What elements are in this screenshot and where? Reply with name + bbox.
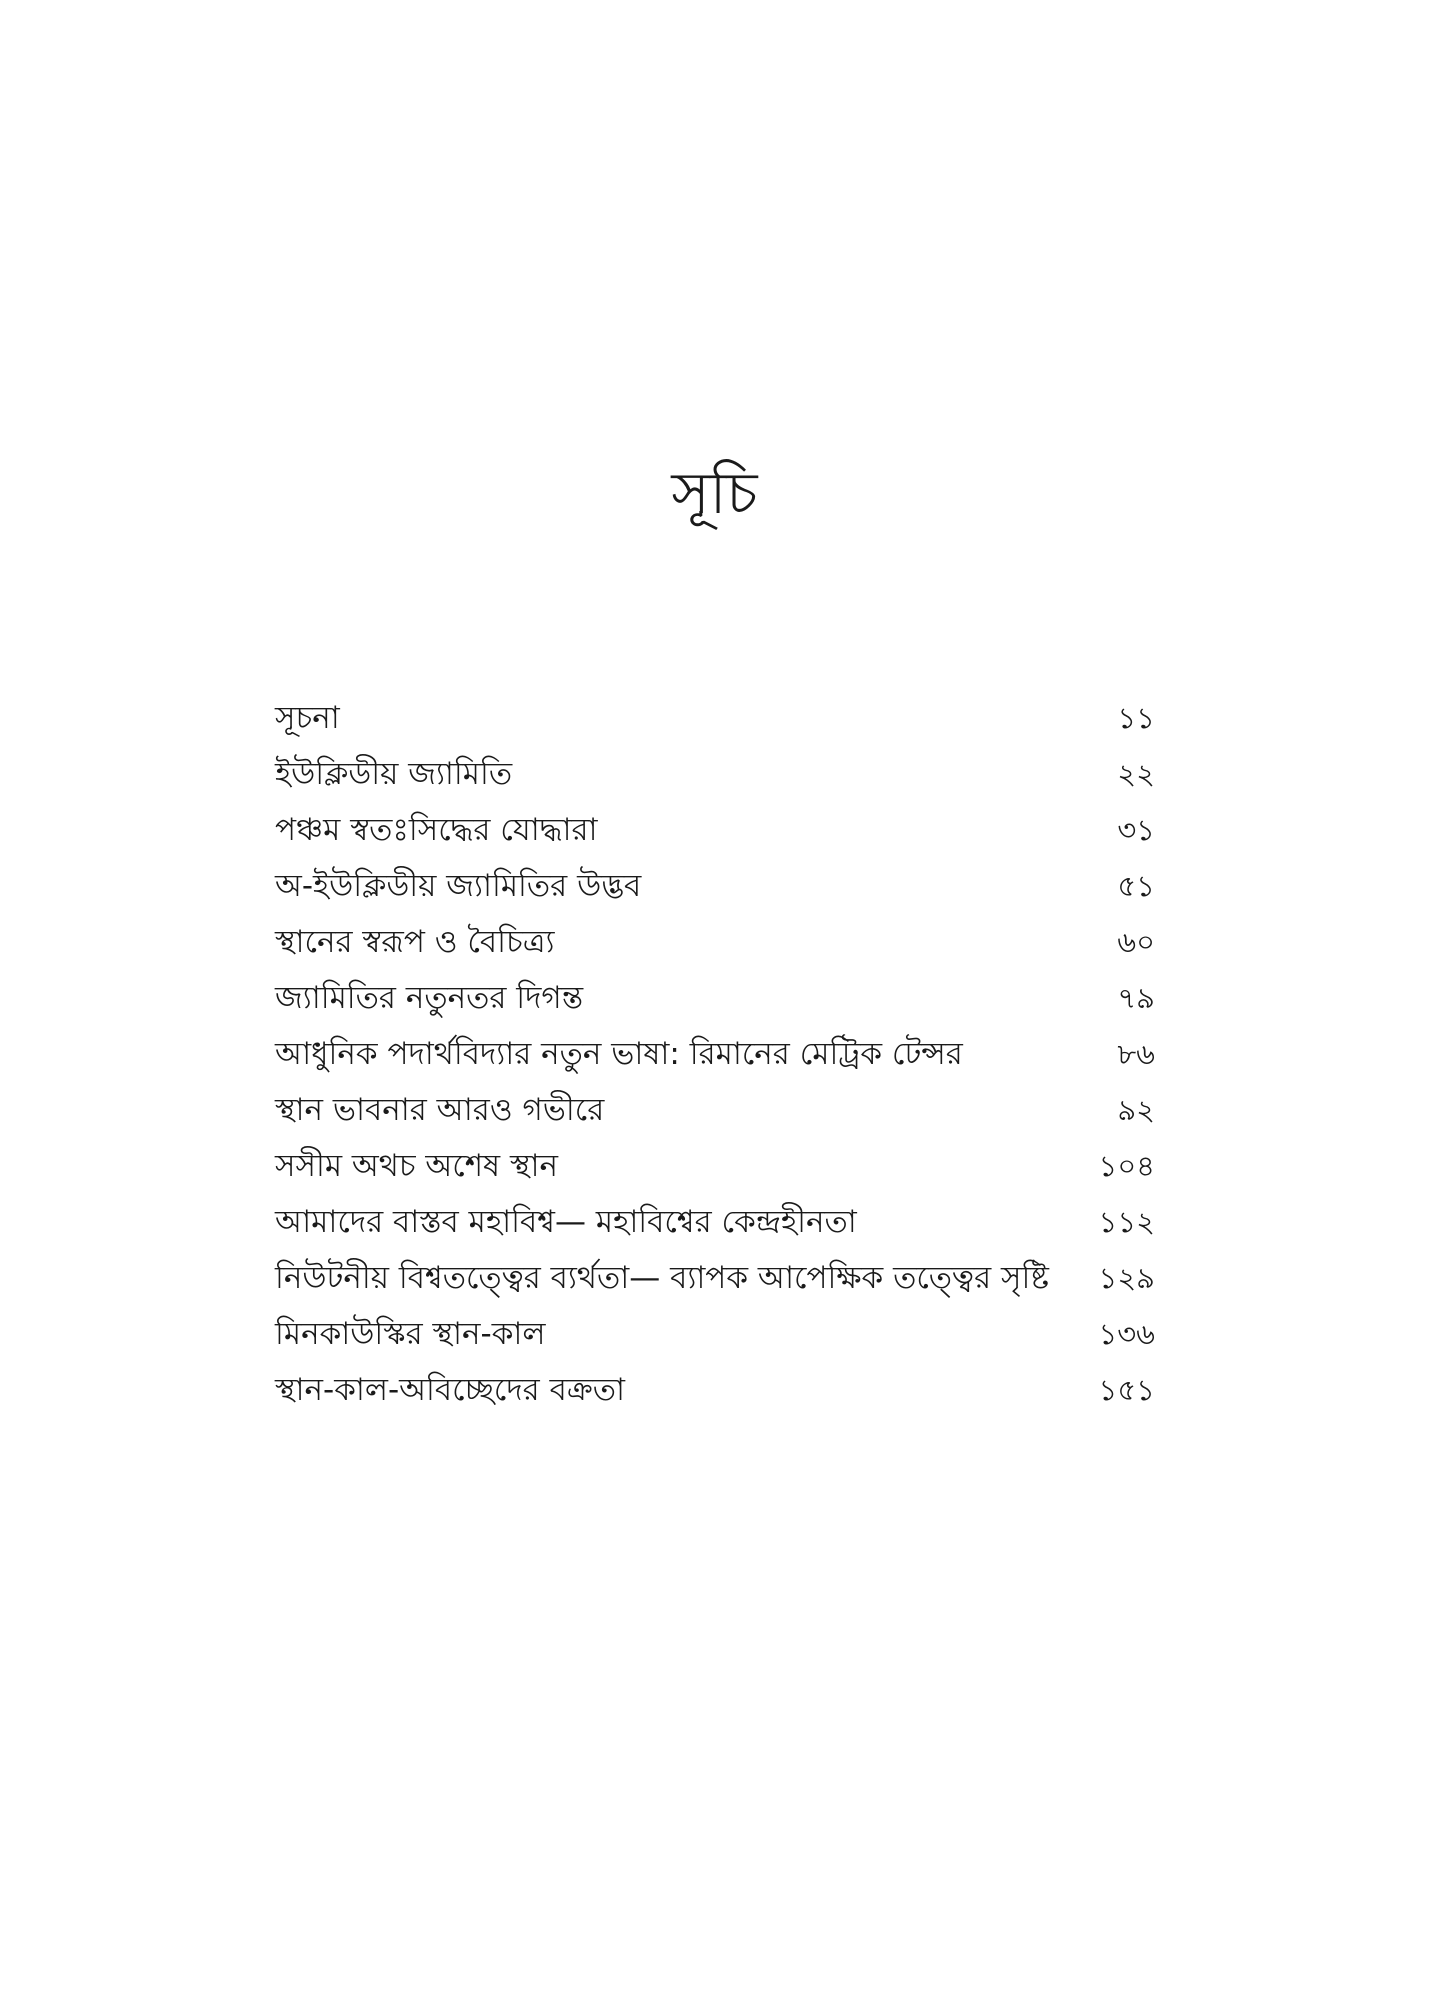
- toc-entry-title: জ্যামিতির নতুনতর দিগন্ত: [275, 980, 584, 1016]
- toc-entry-page: ১০৪: [1098, 1149, 1155, 1183]
- toc-entry-title: স্থান-কাল-অবিচ্ছেদের বক্রতা: [275, 1372, 626, 1408]
- toc-entry-title: মিনকাউস্কির স্থান-কাল: [275, 1316, 546, 1352]
- toc-entry-title: সসীম অথচ অশেষ স্থান: [275, 1148, 559, 1184]
- toc-entry: [275, 1082, 1155, 1138]
- toc-entry-title: আমাদের বাস্তব মহাবিশ্ব— মহাবিশ্বের কেন্দ্রহীনতা: [275, 1204, 857, 1240]
- toc-entry-title: আধুনিক পদার্থবিদ্যার নতুন ভাষা: রিমানের মেট্রিক টেন্সর: [275, 1036, 963, 1072]
- toc-entry: [275, 746, 1155, 802]
- toc-entry-title: স্থান ভাবনার আরও গভীরে: [275, 1092, 605, 1128]
- toc-entry-page: ১২৯: [1098, 1261, 1155, 1295]
- toc-entry-title: স্থানের স্বরূপ ও বৈচিত্র্য: [275, 924, 555, 960]
- toc-entry-page: ১১: [1117, 701, 1155, 735]
- toc-entry-page: ১১২: [1098, 1205, 1155, 1239]
- toc-entry: [275, 858, 1155, 914]
- table-of-contents: [275, 690, 1155, 1418]
- toc-entry: [275, 1306, 1155, 1362]
- toc-entry-page: ৬০: [1117, 925, 1155, 959]
- toc-entry-title: অ-ইউক্লিডীয় জ্যামিতির উদ্ভব: [275, 868, 642, 904]
- toc-entry-title: পঞ্চম স্বতঃসিদ্ধের যোদ্ধারা: [275, 812, 598, 848]
- page-title: সূচি: [671, 459, 758, 527]
- toc-entry-title: সূচনা: [275, 700, 340, 736]
- toc-entry-page: ৫১: [1117, 869, 1155, 903]
- toc-entry-page: ১৩৬: [1098, 1317, 1155, 1351]
- toc-entry: [275, 1250, 1155, 1306]
- toc-entry: [275, 1026, 1155, 1082]
- toc-entry-title: ইউক্লিডীয় জ্যামিতি: [275, 756, 513, 792]
- toc-entry-title: নিউটনীয় বিশ্বতত্ত্বের ব্যর্থতা— ব্যাপক আপেক্ষিক তত্ত্বের সৃষ্টি: [275, 1260, 1049, 1296]
- toc-entry: [275, 914, 1155, 970]
- toc-entry-page: ২২: [1117, 757, 1155, 791]
- toc-entry-page: ৮৬: [1117, 1037, 1155, 1071]
- toc-entry: [275, 1362, 1155, 1418]
- toc-entry: [275, 1194, 1155, 1250]
- toc-entry-page: ৭৯: [1117, 981, 1155, 1015]
- toc-entry-page: ৯২: [1117, 1093, 1155, 1127]
- toc-entry-page: ১৫১: [1098, 1373, 1155, 1407]
- toc-entry-page: ৩১: [1117, 813, 1155, 847]
- toc-entry: [275, 690, 1155, 746]
- toc-entry: [275, 970, 1155, 1026]
- toc-entry: [275, 1138, 1155, 1194]
- toc-entry: [275, 802, 1155, 858]
